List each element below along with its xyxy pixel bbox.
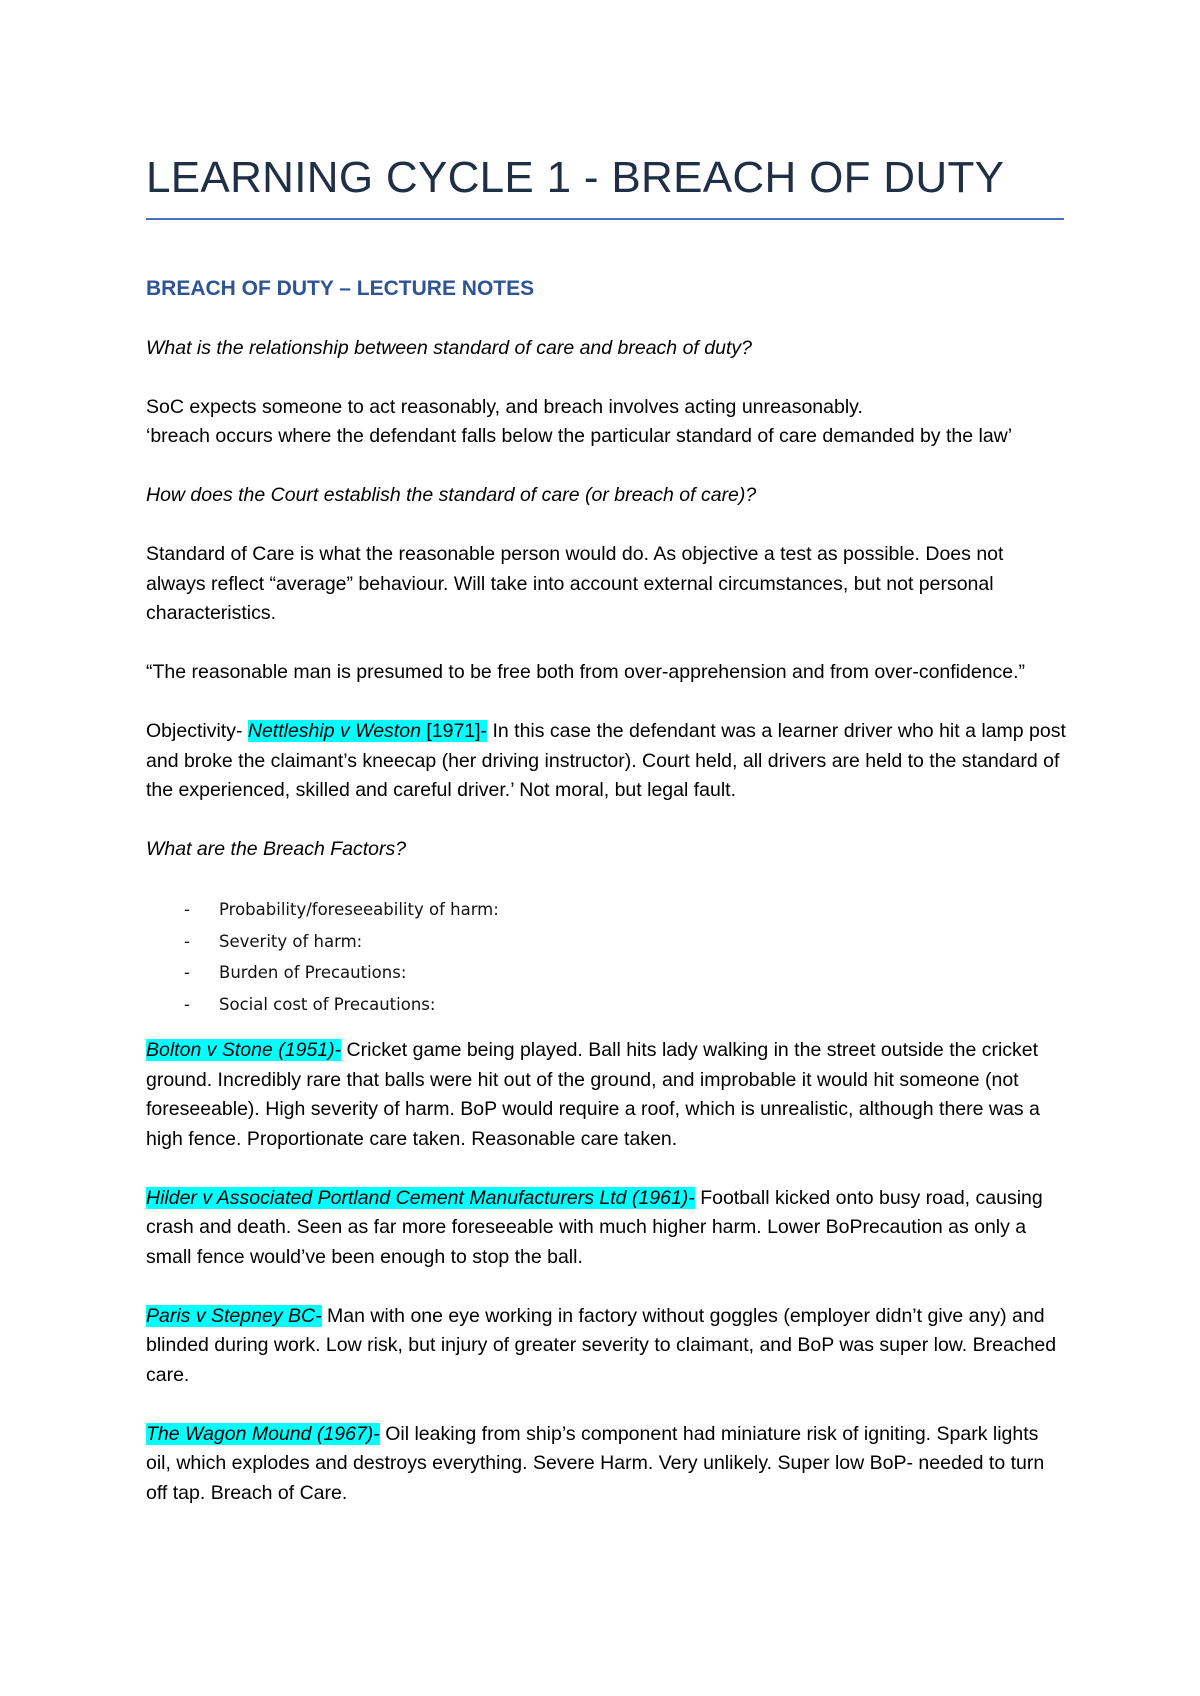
- case-bolton: [146, 1036, 1066, 1154]
- case-name-nettleship: Nettleship v Weston: [247, 720, 421, 742]
- objectivity-paragraph: [146, 717, 1066, 806]
- answer-standard: Standard of Care is what the reasonable person would do. As objective a test as possible. Does not always reflect “average” behaviour. Will take into account external circumstances, but not personal characteristics.: [146, 543, 1004, 624]
- document-body: [146, 150, 1066, 1508]
- case-year-nettleship: [1971]-: [420, 720, 488, 742]
- list-bullet: -: [184, 900, 190, 919]
- section-heading: BREACH OF DUTY – LECTURE NOTES: [146, 277, 535, 300]
- case-text-hilder: Football kicked onto busy road, causing crash and death. Seen as far more foreseeable with much higher harm. Lower BoPrecaution as only a small fence would’ve been enough to stop the ball.: [146, 1186, 1043, 1268]
- list-bullet: -: [184, 963, 190, 982]
- factor-text: Social cost of Precautions:: [219, 994, 436, 1014]
- case-hilder: [146, 1184, 1066, 1273]
- factor-text: Burden of Precautions:: [219, 963, 407, 982]
- case-name-hilder: Hilder v Associated Portland Cement Manufacturers Ltd (1961)-: [146, 1186, 695, 1209]
- factor-text: Severity of harm:: [219, 931, 363, 951]
- factor-text: Probability/foreseeability of harm:: [219, 900, 499, 919]
- case-highlight-nettleship: [248, 720, 487, 742]
- case-name-paris: Paris v Stepney BC-: [146, 1304, 322, 1327]
- case-name-bolton: Bolton v Stone (1951)-: [146, 1039, 342, 1061]
- question-standard: How does the Court establish the standard of care (or breach of care)?: [146, 484, 757, 506]
- list-item: [146, 926, 1066, 958]
- list-item: [146, 894, 1066, 926]
- document-title: LEARNING CYCLE 1 - BREACH OF DUTY: [146, 153, 1005, 202]
- objectivity-prefix: Objectivity-: [146, 720, 248, 742]
- case-text-paris: Man with one eye working in factory without goggles (employer didn’t give any) and blinded during work. Low risk, but injury of greater severity to claimant, and BoP was super low. Breached care.: [146, 1304, 1057, 1386]
- list-item: [146, 989, 1066, 1021]
- objectivity-text: In this case the defendant was a learner driver who hit a lamp post and broke the claimant’s kneecap (her driving instructor). Court held, all drivers are held to the standard of the experienced, skilled and careful driver.’ Not moral, but legal fault.: [146, 720, 1066, 801]
- title-underline: [146, 218, 1064, 220]
- list-item: [146, 957, 1066, 989]
- case-text-bolton: Cricket game being played. Ball hits lady walking in the street outside the cricket ground. Incredibly rare that balls were hit out of the ground, and improbable it would hit someone (not foreseeable). High severity of harm. BoP would require a roof, which is unrealistic, although there was a high fence. Proportionate care taken. Reasonable care taken.: [146, 1039, 1040, 1150]
- list-bullet: -: [184, 994, 190, 1014]
- answer-line-2: ‘breach occurs where the defendant falls below the particular standard of care demanded by the law’: [146, 425, 1013, 447]
- reasonable-man-quote: “The reasonable man is presumed to be free both from over-apprehension and from over-confidence.”: [146, 661, 1026, 683]
- answer-line-1: SoC expects someone to act reasonably, and breach involves acting unreasonably.: [146, 395, 863, 418]
- case-paris: [146, 1302, 1066, 1391]
- case-wagon-mound: [146, 1420, 1066, 1509]
- case-name-wagon-mound: The Wagon Mound (1967)-: [146, 1422, 380, 1445]
- question-relationship: What is the relationship between standard of care and breach of duty?: [146, 336, 752, 359]
- answer-relationship: [146, 393, 1066, 452]
- case-text-wagon-mound: Oil leaking from ship’s component had miniature risk of igniting. Spark lights oil, which explodes and destroys everything. Severe Harm. Very unlikely. Super low BoP- needed to turn off tap. Breach of Care.: [146, 1422, 1045, 1504]
- question-breach-factors: What are the Breach Factors?: [146, 838, 407, 860]
- list-bullet: -: [184, 931, 190, 951]
- breach-factors-list: [146, 894, 1066, 1020]
